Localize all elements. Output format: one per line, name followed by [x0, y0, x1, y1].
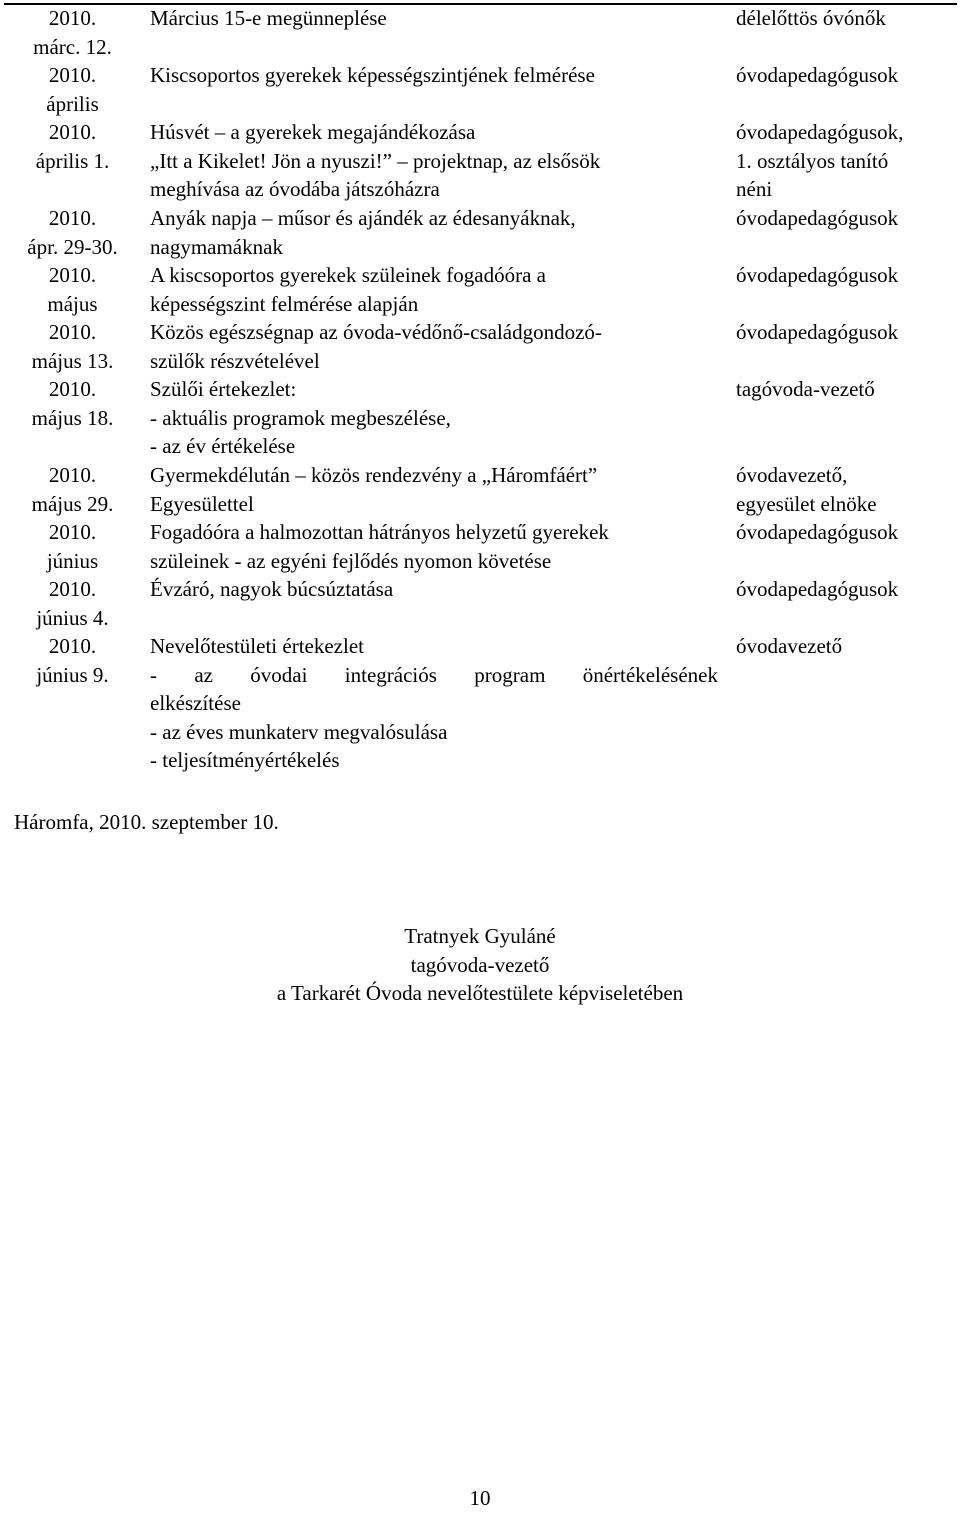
date-cell	[5, 204, 140, 261]
responsible-cell	[736, 261, 951, 290]
event-cell	[150, 61, 718, 90]
event-line: „Itt a Kikelet! Jön a nyuszi!” – projektnap, az elsősök	[150, 148, 601, 173]
event-line: nagymamáknak	[150, 234, 283, 259]
event-cell	[150, 261, 718, 318]
signature-name: Tratnyek Gyuláné	[404, 924, 556, 948]
event-cell	[150, 461, 718, 518]
table-row	[5, 61, 956, 118]
table-row	[5, 118, 956, 204]
responsible-cell	[736, 118, 951, 204]
table-row	[5, 375, 956, 461]
date-line: április	[46, 91, 99, 116]
responsible-cell	[736, 318, 951, 347]
date-cell	[5, 318, 140, 375]
event-line: Fogadóóra a halmozottan hátrányos helyzetű gyerekek	[150, 520, 609, 544]
table-row	[5, 461, 956, 518]
date-line: június 9.	[36, 662, 109, 687]
date-line: 2010.	[48, 6, 97, 30]
responsible-line: délelőttös óvónők	[736, 6, 886, 30]
table-row	[5, 4, 956, 61]
event-cell	[150, 204, 718, 261]
date-cell	[5, 4, 140, 61]
event-cell	[150, 518, 718, 575]
table-row	[5, 632, 956, 780]
date-line: május 13.	[31, 348, 114, 373]
schedule-table	[4, 3, 957, 773]
event-line: Húsvét – a gyerekek megajándékozása	[150, 120, 476, 144]
responsible-cell	[736, 375, 951, 404]
event-line: - aktuális programok megbeszélése,	[150, 405, 451, 430]
date-cell	[5, 518, 140, 575]
signature-block	[0, 922, 960, 1008]
event-line: Gyermekdélután – közös rendezvény a „Háromfáért”	[150, 463, 598, 487]
event-line: - az óvodai integrációs program önértékelésének	[150, 662, 718, 687]
event-line: Nevelőtestületi értekezlet	[150, 634, 364, 658]
date-line: április 1.	[35, 148, 110, 173]
date-line: 2010.	[48, 120, 97, 144]
date-line: május 18.	[31, 405, 114, 430]
date-line: 2010.	[48, 577, 97, 601]
event-line: képességszint felmérése alapján	[150, 291, 419, 316]
responsible-cell	[736, 204, 951, 233]
date-line: 2010.	[48, 320, 97, 344]
signature-organization: a Tarkarét Óvoda nevelőtestülete képviseletében	[276, 981, 684, 1006]
responsible-line: óvodapedagógusok	[736, 263, 899, 287]
responsible-line: óvodavezető	[736, 634, 843, 658]
responsible-line: óvodapedagógusok	[736, 63, 899, 87]
event-cell	[150, 4, 718, 33]
responsible-line: óvodapedagógusok	[736, 206, 899, 230]
table-row	[5, 575, 956, 632]
event-line: Évzáró, nagyok búcsúztatása	[150, 577, 394, 601]
date-cell	[5, 261, 140, 318]
place-date: Háromfa, 2010. szeptember 10.	[14, 810, 279, 834]
event-line: Anyák napja – műsor és ajándék az édesanyáknak,	[150, 206, 576, 230]
responsible-cell	[736, 575, 951, 604]
date-cell	[5, 632, 140, 689]
date-line: június 4.	[36, 605, 109, 630]
responsible-cell	[736, 61, 951, 90]
date-line: június	[46, 548, 99, 573]
table-row	[5, 261, 956, 318]
table-row	[5, 518, 956, 575]
event-line: Március 15-e megünneplése	[150, 6, 387, 30]
date-cell	[5, 61, 140, 118]
date-line: május	[47, 291, 98, 316]
event-cell	[150, 375, 718, 461]
responsible-cell	[736, 4, 951, 33]
signature-title: tagóvoda-vezető	[410, 952, 550, 977]
date-line: 2010.	[48, 206, 97, 230]
date-cell	[5, 375, 140, 432]
responsible-cell	[736, 518, 951, 547]
responsible-line: óvodapedagógusok	[736, 577, 899, 601]
date-line: ápr. 29-30.	[27, 234, 118, 259]
responsible-line: tagóvoda-vezető	[736, 377, 875, 401]
event-line: elkészítése	[150, 691, 241, 716]
date-cell	[5, 461, 140, 518]
date-line: május 29.	[31, 491, 114, 516]
event-line: Egyesülettel	[150, 491, 254, 516]
event-line: Közös egészségnap az óvoda-védőnő-családgondozó-	[150, 320, 602, 344]
date-line: 2010.	[48, 263, 97, 287]
table-row	[5, 204, 956, 261]
responsible-line: néni	[736, 177, 773, 202]
event-line: - az év értékelése	[150, 434, 296, 459]
responsible-line: egyesület elnöke	[736, 491, 877, 516]
date-cell	[5, 575, 140, 632]
responsible-line: óvodapedagógusok	[736, 320, 899, 344]
event-line: - az éves munkaterv megvalósulása	[150, 719, 448, 744]
event-line: - teljesítményértékelés	[150, 748, 340, 773]
date-line: 2010.	[48, 520, 97, 544]
responsible-cell	[736, 632, 951, 661]
event-cell	[150, 575, 718, 604]
responsible-cell	[736, 461, 951, 518]
event-cell	[150, 318, 718, 375]
event-cell	[150, 632, 718, 775]
event-cell	[150, 118, 718, 204]
event-line: szülők részvételével	[150, 348, 320, 373]
responsible-line: óvodapedagógusok,	[736, 120, 904, 144]
responsible-line: óvodapedagógusok	[736, 520, 899, 544]
date-line: 2010.	[48, 634, 97, 658]
date-line: 2010.	[48, 63, 97, 87]
event-line: Kiscsoportos gyerekek képességszintjének felmérése	[150, 63, 595, 87]
responsible-line: óvodavezető,	[736, 463, 848, 487]
date-line: márc. 12.	[33, 34, 112, 59]
date-cell	[5, 118, 140, 175]
event-line: meghívása az óvodába játszóházra	[150, 177, 440, 202]
event-line: Szülői értekezlet:	[150, 377, 297, 401]
date-line: 2010.	[48, 377, 97, 401]
date-line: 2010.	[48, 463, 97, 487]
responsible-line: 1. osztályos tanító	[736, 148, 889, 173]
table-row	[5, 318, 956, 375]
page-number: 10	[469, 1486, 491, 1510]
event-line: A kiscsoportos gyerekek szüleinek fogadóóra a	[150, 263, 546, 287]
event-line: szüleinek - az egyéni fejlődés nyomon követése	[150, 548, 552, 573]
